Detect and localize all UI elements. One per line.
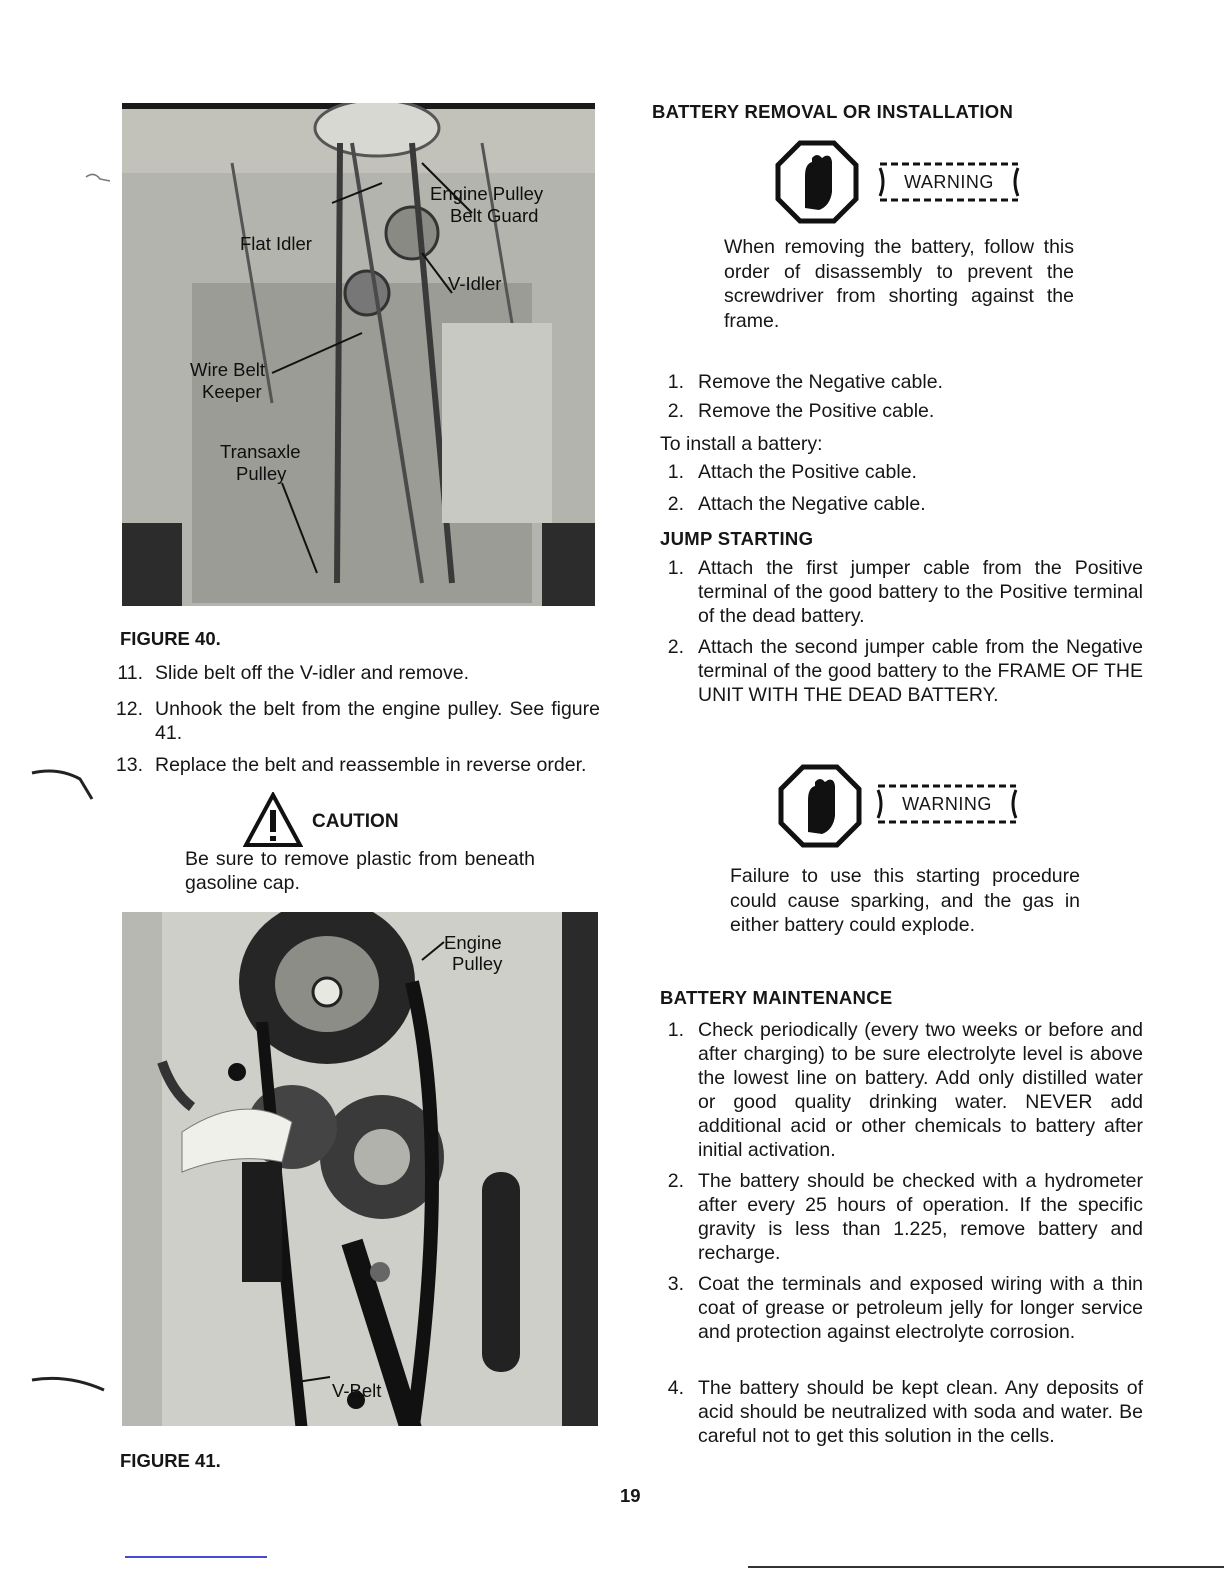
warning-label: WARNING	[904, 172, 994, 192]
warning-banner	[874, 160, 1024, 204]
warning-text: When removing the battery, follow this order of disassembly to prevent the screwdriver from shorting against the frame.	[724, 236, 1074, 332]
mower-underside-belt-illustration	[122, 103, 595, 606]
warning-banner	[872, 782, 1022, 826]
label-belt-guard: Belt Guard	[450, 205, 539, 226]
label-engine: Engine	[444, 932, 502, 953]
warning-text: Failure to use this starting procedure could cause sparking, and the gas in either battery could explode.	[730, 865, 1080, 936]
label-transaxle: Transaxle	[220, 441, 301, 462]
footer-rule-right	[748, 1566, 1224, 1568]
jump-starting-heading: JUMP STARTING	[660, 528, 814, 549]
warning-label: WARNING	[902, 794, 992, 814]
scan-mark-decoration	[84, 167, 114, 187]
label-v-belt: V-Belt	[332, 1380, 382, 1401]
scan-mark-decoration	[28, 765, 98, 805]
battery-maintenance-heading: BATTERY MAINTENANCE	[660, 987, 893, 1008]
install-intro: To install a battery:	[660, 433, 823, 455]
figure-40-caption: FIGURE 40.	[120, 628, 221, 649]
caution-label: CAUTION	[312, 811, 399, 832]
scan-mark-decoration	[28, 1370, 108, 1400]
figure-41-caption: FIGURE 41.	[120, 1450, 221, 1471]
caution-triangle-icon	[243, 792, 303, 848]
figure-40-photo	[122, 103, 595, 606]
battery-removal-heading: BATTERY REMOVAL OR INSTALLATION	[652, 101, 1014, 122]
stop-hand-icon	[775, 140, 859, 224]
label-pulley: Pulley	[452, 953, 503, 974]
engine-pulley-illustration	[122, 912, 598, 1426]
label-v-idler: V-Idler	[448, 273, 502, 294]
caution-text: Be sure to remove plastic from beneath gasoline cap.	[185, 848, 535, 894]
figure-41-photo	[122, 912, 598, 1426]
stop-hand-icon	[778, 764, 862, 848]
label-flat-idler: Flat Idler	[240, 233, 312, 254]
label-wire-belt: Wire Belt	[190, 359, 266, 380]
label-pulley: Pulley	[236, 463, 287, 484]
label-keeper: Keeper	[202, 381, 262, 402]
label-engine-pulley: Engine Pulley	[430, 183, 544, 204]
page-number: 19	[620, 1485, 641, 1506]
footer-rule-left	[125, 1556, 267, 1558]
